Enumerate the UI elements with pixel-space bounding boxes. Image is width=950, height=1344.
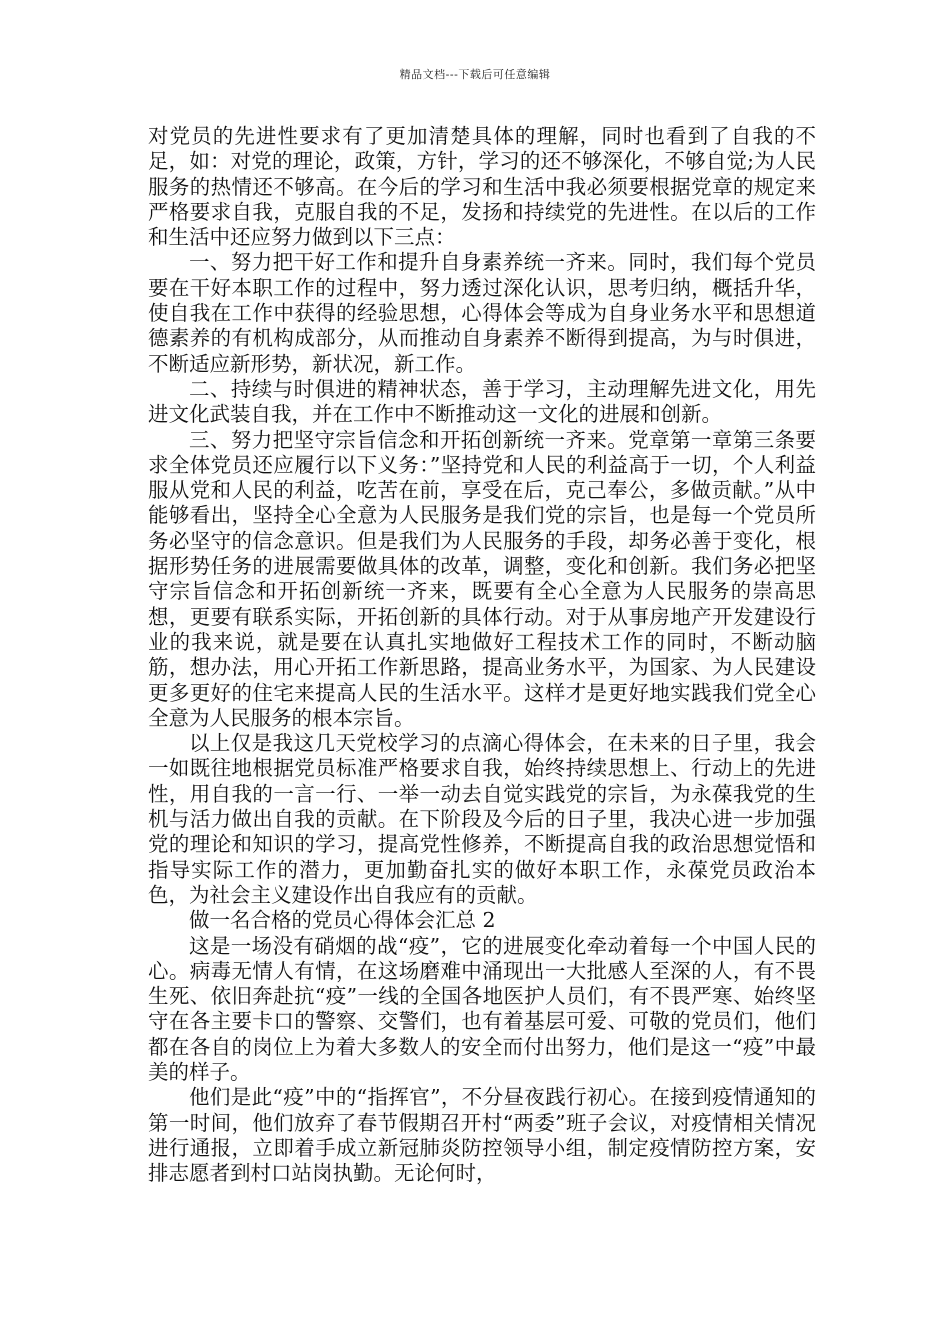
page-header: 精品文档---下载后可任意编辑 bbox=[399, 68, 551, 81]
paragraph-6: 这是一场没有硝烟的战“疫”，它的进展变化牵动着每一个中国人民的心。病毒无情人有情，在这场磨难中涌现出一大批感人至深的人，有不畏生死、依旧奔赴抗“疫”一线的全国各地医护人员们，有不畏严寒、始终坚守在各主要卡口的警察、交警们，也有着基层可爱、可敬的党员们，他们都在各自的岗位上为着大多数人的安全而付出努力，他们是这一“疫”中最美的样子。 bbox=[148, 933, 816, 1084]
paragraph-1: 对党员的先进性要求有了更加清楚具体的理解，同时也看到了自我的不足，如：对党的理论，政策，方针，学习的还不够深化，不够自觉;为人民服务的热情还不够高。在今后的学习和生活中我必须要根据党章的规定来严格要求自我，克服自我的不足，发扬和持续党的先进性。在以后的工作和生活中还应努力做到以下三点： bbox=[148, 124, 816, 250]
paragraph-5: 以上仅是我这几天党校学习的点滴心得体会，在未来的日子里，我会一如既往地根据党员标准严格要求自我，始终持续思想上、行动上的先进性，用自我的一言一行、一举一动去自觉实践党的宗旨，为永葆我党的生机与活力做出自我的贡献。在下阶段及今后的日子里，我决心进一步加强党的理论和知识的学习，提高党性修养，不断提高自我的政治思想觉悟和指导实际工作的潜力，更加勤奋扎实的做好本职工作，永葆党员政治本色，为社会主义建设作出自我应有的贡献。 bbox=[148, 731, 816, 907]
paragraph-4: 三、努力把坚守宗旨信念和开拓创新统一齐来。党章第一章第三条要求全体党员还应履行以下义务：”坚持党和人民的利益高于一切，个人利益服从党和人民的利益，吃苦在前，享受在后，克己奉公，多做贡献。”从中能够看出，坚持全心全意为人民服务是我们党的宗旨，也是每一个党员所务必坚守的信念意识。但是我们为人民服务的手段，却务必善于变化，根据形势任务的进展需要做具体的改革，调整，变化和创新。我们务必把坚守宗旨信念和开拓创新统一齐来，既要有全心全意为人民服务的崇高思想，更要有联系实际，开拓创新的具体行动。对于从事房地产开发建设行业的我来说，就是要在认真扎实地做好工程技术工作的同时，不断动脑筋，想办法，用心开拓工作新思路，提高业务水平，为国家、为人民建设更多更好的住宅来提高人民的生活水平。这样才是更好地实践我们党全心全意为人民服务的根本宗旨。 bbox=[148, 427, 816, 730]
paragraph-3: 二、持续与时俱进的精神状态，善于学习，主动理解先进文化，用先进文化武装自我，并在工作中不断推动这一文化的进展和创新。 bbox=[148, 376, 816, 427]
section-heading-2: 做一名合格的党员心得体会汇总 2 bbox=[189, 908, 496, 933]
paragraph-7: 他们是此“疫”中的“指挥官”，不分昼夜践行初心。在接到疫情通知的第一时间，他们放弃了春节假期召开村“两委”班子会议，对疫情相关情况进行通报，立即着手成立新冠肺炎防控领导小组，制定疫情防控方案，安排志愿者到村口站岗执勤。无论何时， bbox=[148, 1085, 816, 1186]
paragraph-2: 一、努力把干好工作和提升自身素养统一齐来。同时，我们每个党员要在干好本职工作的过程中，努力透过深化认识，思考归纳，概括升华，使自我在工作中获得的经验思想，心得体会等成为自身业务水平和思想道德素养的有机构成部分，从而推动自身素养不断得到提高，为与时俱进，不断适应新形势，新状况，新工作。 bbox=[148, 250, 816, 376]
document-body bbox=[148, 124, 816, 1186]
